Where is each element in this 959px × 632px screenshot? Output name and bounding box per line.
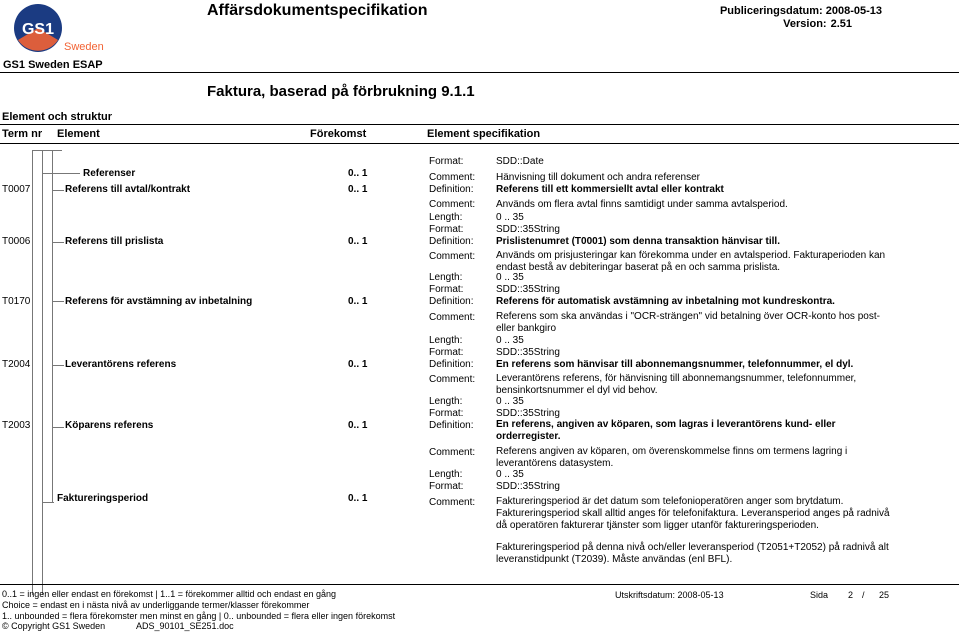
section-title: Element och struktur [2,111,113,123]
definition-value: En referens som hänvisar till abonnemangsnummer, telefonnummer, el dyl. [496,359,854,370]
tree-line-top [32,150,62,151]
publication-date-value: 2008-05-13 [825,5,882,17]
occurrence: 0.. 1 [348,236,368,247]
logo-text: GS1 [21,21,55,38]
comment-label: Comment: [429,251,476,262]
tree-line-mid [42,150,43,595]
occurrence: 0.. 1 [348,420,368,431]
length-value: 0 .. 35 [496,469,524,480]
element-name: Referens för avstämning av inbetalning [65,296,253,307]
comment-value: Används om prisjusteringar kan förekomma under en avtalsperiod. Fakturaperioden kan endast bestå av debiteringar baserat på en och samma prislista. [496,250,886,273]
comment-label: Comment: [429,447,476,458]
format-label: Format: [429,224,464,235]
tree-connector-t2003 [52,427,64,428]
column-header-term: Term nr [2,128,43,140]
comment-value: Referens som ska användas i "OCR-strängen" vid betalning över OCR-konto hos post- eller bankgiro [496,311,880,334]
definition-label: Definition: [429,420,474,431]
print-date-label: Utskriftsdatum: [615,590,676,600]
format-value: SDD::35String [496,481,560,492]
tree-connector-t0007 [52,190,64,191]
tree-line-outer [32,150,33,595]
page-number: 2 [848,590,854,600]
column-header-element: Element [57,128,100,140]
occurrence: 0.. 1 [348,184,368,195]
length-value: 0 .. 35 [496,335,524,346]
tree-connector-faktureringsperiod [42,502,54,503]
length-label: Length: [429,469,463,480]
format-label: Format: [429,347,464,358]
length-label: Length: [429,396,463,407]
column-header-occurrence: Förekomst [310,128,367,140]
element-name: Leverantörens referens [65,359,177,370]
term-number: T0170 [2,296,31,307]
length-value: 0 .. 35 [496,396,524,407]
tree-connector-t0006 [52,242,64,243]
definition-label: Definition: [429,236,474,247]
definition-value: En referens, angiven av köparen, som lagras i leverantörens kund- eller orderregister. [496,419,836,442]
definition-label: Definition: [429,359,474,370]
footer-legend-line3: 1.. unbounded = flera förekomster men minst en gång | 0.. unbounded = flera eller ingen förekomst [2,611,396,621]
print-date-value: 2008-05-13 [677,590,724,600]
comment-value: Används om flera avtal finns samtidigt under samma avtalsperiod. [496,199,788,210]
organization-name: GS1 Sweden ESAP [3,59,103,71]
page-label: Sida [810,590,829,600]
comment-value-continued: Faktureringsperiod på denna nivå och/eller leveransperiod (T2051+T2052) på radnivå alt leveranstidpunkt (T2039). Måste användas (enl BFL). [496,542,889,565]
tree-line-inner [52,150,53,503]
term-number: T0006 [2,236,31,247]
occurrence: 0.. 1 [348,493,368,504]
definition-value: Prislistenumret (T0001) som denna transaktion hänvisar till. [496,236,780,247]
page-total: 25 [879,590,890,600]
format-label: Format: [429,284,464,295]
gs1-sweden-logo [8,2,113,60]
comment-label: Comment: [429,497,476,508]
format-value: SDD::35String [496,224,560,235]
format-value: SDD::35String [496,347,560,358]
version-value: 2.51 [830,18,852,30]
comment-value: Faktureringsperiod är det datum som telefonioperatören anger som brytdatum. Faktureringsperiod skall alltid anges för telefonifaktura. Leveransperiod anges på radnivå då operatören fakturerar tjänster som ligger utanför faktureringsperioden. [496,496,890,531]
page-separator: / [862,590,865,600]
term-number: T2003 [2,420,31,431]
occurrence: 0.. 1 [348,359,368,370]
definition-value: Referens för automatisk avstämning av inbetalning mot kundreskontra. [496,296,835,307]
comment-label: Comment: [429,172,476,183]
length-label: Length: [429,272,463,283]
footer-copyright: © Copyright GS1 Sweden [2,621,106,631]
comment-label: Comment: [429,199,476,210]
logo-sub-text: Sweden [64,41,104,53]
length-value: 0 .. 35 [496,212,524,223]
tree-connector-referenser [42,173,80,174]
version [779,18,852,30]
element-name: Referenser [83,168,136,179]
version-label: Version: [783,18,827,30]
tree-connector-t2004 [52,365,64,366]
term-number: T0007 [2,184,31,195]
occurrence: 0.. 1 [348,168,368,179]
section-divider [0,124,959,125]
publication-date-label: Publiceringsdatum: [719,5,823,17]
definition-value: Referens till ett kommersiellt avtal eller kontrakt [496,184,724,195]
comment-label: Comment: [429,374,476,385]
footer-divider [0,584,959,585]
footer-document-name: ADS_90101_SE251.doc [136,621,234,631]
length-value: 0 .. 35 [496,272,524,283]
format-value: SDD::35String [496,284,560,295]
occurrence: 0.. 1 [348,296,368,307]
message-title: Faktura, baserad på förbrukning 9.1.1 [207,83,475,100]
length-label: Length: [429,212,463,223]
format-label: Format: [429,408,464,419]
comment-value: Hänvisning till dokument och andra referenser [496,172,700,183]
print-date [615,590,724,600]
element-name: Referens till prislista [65,236,164,247]
footer-legend-line2: Choice = endast en i nästa nivå av underliggande termer/klasser förekommer [2,600,310,610]
tree-connector-t0170 [52,301,64,302]
format-value: SDD::Date [496,156,544,167]
definition-label: Definition: [429,184,474,195]
element-name: Faktureringsperiod [57,493,149,504]
element-name: Köparens referens [65,420,154,431]
comment-value: Leverantörens referens, för hänvisning till abonnemangsnummer, telefonnummer, bensinkortsnummer el dyl vid behov. [496,373,857,396]
term-number: T2004 [2,359,31,370]
definition-label: Definition: [429,296,474,307]
column-header-divider [0,143,959,144]
length-label: Length: [429,335,463,346]
element-name: Referens till avtal/kontrakt [65,184,191,195]
document-title: Affärsdokumentspecifikation [207,2,428,19]
format-value: SDD::35String [496,408,560,419]
publication-date [720,5,882,17]
comment-value: Referens angiven av köparen, om överenskommelse finns om termens lagring i leverantörens datasystem. [496,446,848,469]
format-label: Format: [429,481,464,492]
header-divider [0,72,959,73]
format-label: Format: [429,156,464,167]
column-header-specification: Element specifikation [427,128,541,140]
comment-label: Comment: [429,312,476,323]
footer-legend-line1: 0..1 = ingen eller endast en förekomst | 1..1 = förekommer alltid och endast en gång [2,589,337,599]
